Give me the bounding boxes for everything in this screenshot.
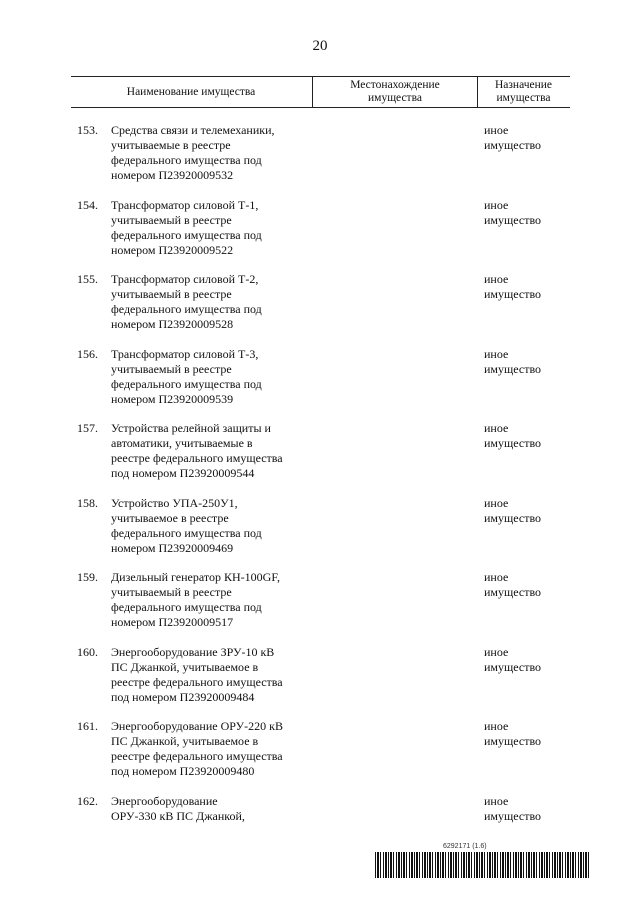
property-name-line: Трансформатор силовой Т-3,: [111, 346, 259, 361]
property-purpose-line: имущество: [484, 436, 542, 450]
property-purpose-line: иное: [484, 272, 509, 286]
property-purpose: [484, 421, 564, 451]
property-name-line: под номером П23920009484: [111, 689, 255, 704]
row-number: 153.: [77, 123, 98, 137]
row-number: 156.: [77, 346, 98, 361]
property-name-line: реестре федерального имущества: [111, 451, 283, 465]
property-purpose-line: имущество: [484, 212, 542, 227]
property-name: [111, 645, 316, 705]
property-name: [111, 347, 316, 407]
property-name-line: федерального имущества под: [111, 153, 262, 167]
page-number: 20: [312, 38, 328, 54]
property-name-line: под номером П23920009544: [111, 466, 255, 480]
property-name: [111, 198, 316, 258]
property-name-line: Устройства релейной защиты и: [111, 421, 271, 435]
property-purpose-line: иное: [484, 719, 509, 733]
property-purpose-line: имущество: [484, 361, 542, 376]
header-property-purpose: Назначение имущества: [494, 79, 553, 104]
property-purpose-line: иное: [484, 197, 509, 212]
property-name-line: номером П23920009469: [111, 540, 234, 555]
property-purpose: [484, 198, 564, 228]
property-name-line: номером П23920009539: [111, 391, 234, 406]
row-number: 158.: [77, 495, 98, 510]
property-name-line: Энергооборудование: [111, 793, 218, 808]
property-name-line: учитываемый в реестре: [111, 585, 232, 599]
property-name-line: реестре федерального имущества: [111, 674, 283, 689]
property-name-line: учитываемый в реестре: [111, 212, 232, 227]
property-name-line: федерального имущества под: [111, 525, 262, 540]
property-name-line: ПС Джанкой, учитываемое в: [111, 659, 259, 674]
row-number: 155.: [77, 272, 98, 286]
row-number: 160.: [77, 644, 98, 659]
row-number: 157.: [77, 421, 98, 435]
document-code: 6292171 (1.6): [443, 843, 487, 850]
row-number: 154.: [77, 197, 98, 212]
property-name-line: номером П23920009517: [111, 615, 234, 629]
property-name-line: под номером П23920009480: [111, 764, 255, 778]
property-purpose-line: иное: [484, 644, 509, 659]
property-name-line: Устройство УПА-250У1,: [111, 495, 238, 510]
property-name: [111, 794, 316, 824]
property-purpose-line: имущество: [484, 138, 542, 152]
property-name-line: автоматики, учитываемые в: [111, 436, 253, 450]
property-purpose: [484, 719, 564, 749]
property-purpose-line: иное: [484, 421, 509, 435]
property-purpose-line: имущество: [484, 734, 542, 748]
property-name-line: федерального имущества под: [111, 376, 262, 391]
property-name-line: номером П23920009528: [111, 317, 234, 331]
property-purpose: [484, 272, 564, 302]
property-name: [111, 496, 316, 556]
property-name-line: учитываемое в реестре: [111, 510, 229, 525]
property-name-line: учитываемые в реестре: [111, 138, 231, 152]
property-purpose: [484, 570, 564, 600]
property-name-line: реестре федерального имущества: [111, 749, 283, 763]
property-purpose: [484, 794, 564, 824]
property-name: [111, 272, 316, 332]
property-purpose: [484, 645, 564, 675]
row-number: 161.: [77, 719, 98, 733]
property-name: [111, 421, 316, 481]
property-name-line: номером П23920009532: [111, 168, 234, 182]
property-name-line: учитываемый в реестре: [111, 287, 232, 301]
property-purpose-line: иное: [484, 793, 509, 808]
property-name-line: учитываемый в реестре: [111, 361, 232, 376]
property-name-line: Энергооборудование ОРУ-220 кВ: [111, 719, 283, 733]
barcode: [375, 852, 590, 878]
header-property-location: Местонахождение имущества: [312, 77, 478, 107]
property-name: [111, 570, 316, 630]
property-purpose: [484, 347, 564, 377]
property-purpose-line: иное: [484, 570, 509, 584]
property-purpose-line: имущество: [484, 808, 542, 823]
property-purpose-line: иное: [484, 123, 509, 137]
property-name-line: Дизельный генератор КН-100GF,: [111, 570, 281, 584]
property-name-line: Трансформатор силовой Т-2,: [111, 272, 259, 286]
property-purpose: [484, 123, 564, 153]
property-purpose-line: иное: [484, 495, 509, 510]
row-number: 162.: [77, 793, 98, 808]
property-name-line: федерального имущества под: [111, 600, 262, 614]
property-name-line: федерального имущества под: [111, 302, 262, 316]
property-purpose-line: имущество: [484, 659, 542, 674]
property-name-line: номером П23920009522: [111, 242, 234, 257]
property-name-line: ПС Джанкой, учитываемое в: [111, 734, 259, 748]
property-name: [111, 719, 316, 779]
property-purpose-line: иное: [484, 346, 509, 361]
property-name-line: Энергооборудование ЗРУ-10 кВ: [111, 644, 275, 659]
header-property-name: Наименование имущества: [126, 86, 256, 98]
property-name-line: Трансформатор силовой Т-1,: [111, 197, 259, 212]
property-purpose-line: имущество: [484, 585, 542, 599]
property-name-line: ОРУ-330 кВ ПС Джанкой,: [111, 808, 245, 823]
property-name-line: федерального имущества под: [111, 227, 262, 242]
property-purpose-line: имущество: [484, 510, 542, 525]
property-purpose: [484, 496, 564, 526]
property-purpose-line: имущество: [484, 287, 542, 301]
table-header: [71, 76, 570, 108]
row-number: 159.: [77, 570, 98, 584]
property-name-line: Средства связи и телемеханики,: [111, 123, 275, 137]
property-name: [111, 123, 316, 183]
